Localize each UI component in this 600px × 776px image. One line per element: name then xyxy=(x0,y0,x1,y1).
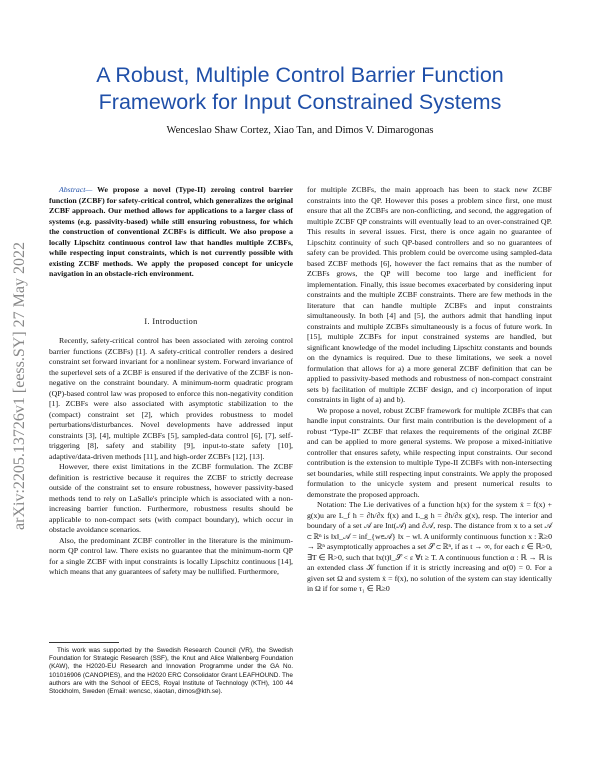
paper-title xyxy=(40,62,560,116)
abstract-lead: Abstract— xyxy=(59,185,93,194)
paragraph: for multiple ZCBFs, the main approach has been to stack new ZCBF constraints into the QP. However this poses a problem since first, one must ensure that all the ZCBFs are non-conflicting, and second, the aggregation of multiple ZCBF QP constraints will eventually lead to an over-constrained QP. This results in several issues. First, there is once again no guarantee of Lipschitz continuity of such QP-based controllers and so no guarantees of safety can be provided. This problem could be overcome using sampled-data based ZCBF methods [6], however the fact remains that as the number of ZCBFs grows, the QP will become too large and inefficient for implementation. Finally, this issue becomes exacerbated by considering input constraints and the multiple ZCBF constraints. There are few methods in the literature that can handle multiple ZCBFs and input constraints simultaneously. In both [4] and [5], the authors admit that handling input constraints and multiple ZCBFs simultaneously is a focus of future work. In [15], multiple ZCBFs for input constrained systems are handled, but significant knowledge of the model including Lipschitz constants and bounds on the dynamics is required. Due to these limitations, we seek a novel formulation that allows for a) a more general ZCBF definition that can be applied to passivity-based methods and robustness of non-compact constraint sets b) facilitation of multiple ZCBF design, and c) incorporation of input constraints in light of a) and b). xyxy=(307,185,552,404)
footnote-rule xyxy=(49,642,119,643)
notation-paragraph: Notation: The Lie derivatives of a function h(x) for the system ẋ = f(x) + g(x)u are L_f h = ∂h/∂x f(x) and L_g h = ∂h/∂x g(x), resp. The interior and boundary of a set 𝒜 are Int(𝒜) and ∂𝒜, resp. The distance from x to a set 𝒜 ⊂ ℝⁿ is ‖x‖_𝒜 = inf_{w∈𝒜} ‖x − w‖. A uniformly continuous function x : ℝ≥0 → ℝⁿ asymptotically approaches a set 𝒮 ⊂ ℝⁿ, if as t → ∞, for each ε ∈ ℝ>0, ∃T ∈ ℝ>0, such that ‖x(t)‖_𝒮 < ε ∀t ≥ T. A continuous function α : ℝ → ℝ is an extended class 𝒦 function if it is strictly increasing and α(0) = 0. For a given set Ω and system ẋ = f(x), no solution of the system can stay identically in Ω if for some τ₁ ∈ ℝ≥0 xyxy=(307,500,552,593)
title-line-2: Framework for Input Constrained Systems xyxy=(98,90,502,114)
paragraph: Recently, safety-critical control has been associated with zeroing control barrier functions (ZCBFs) [1]. A safety-critical controller renders a desired constraint set forward invariant for a nonlinear system. Forward invariance of the superlevel sets of a ZCBF is ensured if the derivative of the ZCBF is non-negative on the constraint boundary. A minimum-norm quadratic program (QP)-based control law was proposed to enforce this non-negativity condition [1]. ZCBFs were also associated with asymptotic stabilization to the (compact) constraint set [2], which provides robustness to model perturbations/disturbances. Novel developments have addressed input constraints [3], [4], multiple ZCBFs [5], sampled-data control [6], [7], self-triggering [8], safety and stability [9], input-to-state safety [10], adaptive/data-driven methods [11], and high-order ZCBFs [12], [13]. xyxy=(49,336,293,461)
abstract xyxy=(49,185,293,280)
paragraph: However, there exist limitations in the ZCBF formulation. The ZCBF definition is restrictive because it requires the ZCBF to strictly decrease outside of the constraint set to ensure robustness, however passivity-based methods tend to rely on LaSalle's principle which is associated with a non-increasing barrier function. Furthermore, robustness results should be applicable to non-compact sets (with compact boundary), which occur in obstacle avoidance scenarios. xyxy=(49,462,293,534)
arxiv-stamp xyxy=(4,196,36,576)
right-column-text xyxy=(307,185,552,595)
introduction-text xyxy=(49,336,293,578)
arxiv-id: arXiv:2205.13726v1 [eess.SY] 27 May 2022 xyxy=(11,242,28,530)
title-line-1: A Robust, Multiple Control Barrier Function xyxy=(96,63,504,87)
footnote: This work was supported by the Swedish Research Council (VR), the Swedish Foundation for Strategic Research (SSF), the Knut and Alice Wallenberg Foundation (KAW), the H2020-EU Research and Innovation Programme under the GA No. 101016906 (CANOPIES), and the H2020 ERC Consolidator Grant LEAFHOUND. The authors are with the School of EECS, Royal Institute of Technology (KTH), 100 44 Stockholm, Sweden (Email: wencsc, xiaotan, dimos@kth.se). xyxy=(49,647,293,696)
section-heading: I. Introduction xyxy=(144,317,198,326)
paragraph: We propose a novel, robust ZCBF framework for multiple ZCBFs that can handle input constraints. Our first main contribution is the development of a robust “Type-II” ZCBF that relaxes the requirements of the original ZCBF and can be applied to more general systems. We propose a mixed-initiative controller that ensures safety, while respecting input constraints. Our second contribution is the extension to multiple Type-II ZCBFs with non-intersecting set boundaries, while still respecting input constraints. We apply the proposed formulation to the unicycle system and present numerical results to demonstrate the proposed approach. xyxy=(307,405,552,499)
author-list: Wenceslao Shaw Cortez, Xiao Tan, and Dimos V. Dimarogonas xyxy=(166,125,434,136)
paragraph: Also, the predominant ZCBF controller in the literature is the minimum-norm QP control law. There exists no guarantee that the minimum-norm QP for a single ZCBF with input constraints is locally Lipschitz continuous [14], which means that any guarantees of safety may be nullified. Furthermore, xyxy=(49,535,293,576)
abstract-body: We propose a novel (Type-II) zeroing control barrier function (ZCBF) for safety-critical control, which generalizes the original ZCBF approach. Our method allows for applications to a larger class of systems (e.g. passivity-based) while still ensuring robustness, for which the construction of conventional ZCBFs is difficult. We also propose a locally Lipschitz continuous control law that handles multiple ZCBFs, while respecting input constraints, which is not currently possible with existing ZCBF methods. We apply the proposed concept for unicycle navigation in an obstacle-rich environment. xyxy=(49,185,293,278)
